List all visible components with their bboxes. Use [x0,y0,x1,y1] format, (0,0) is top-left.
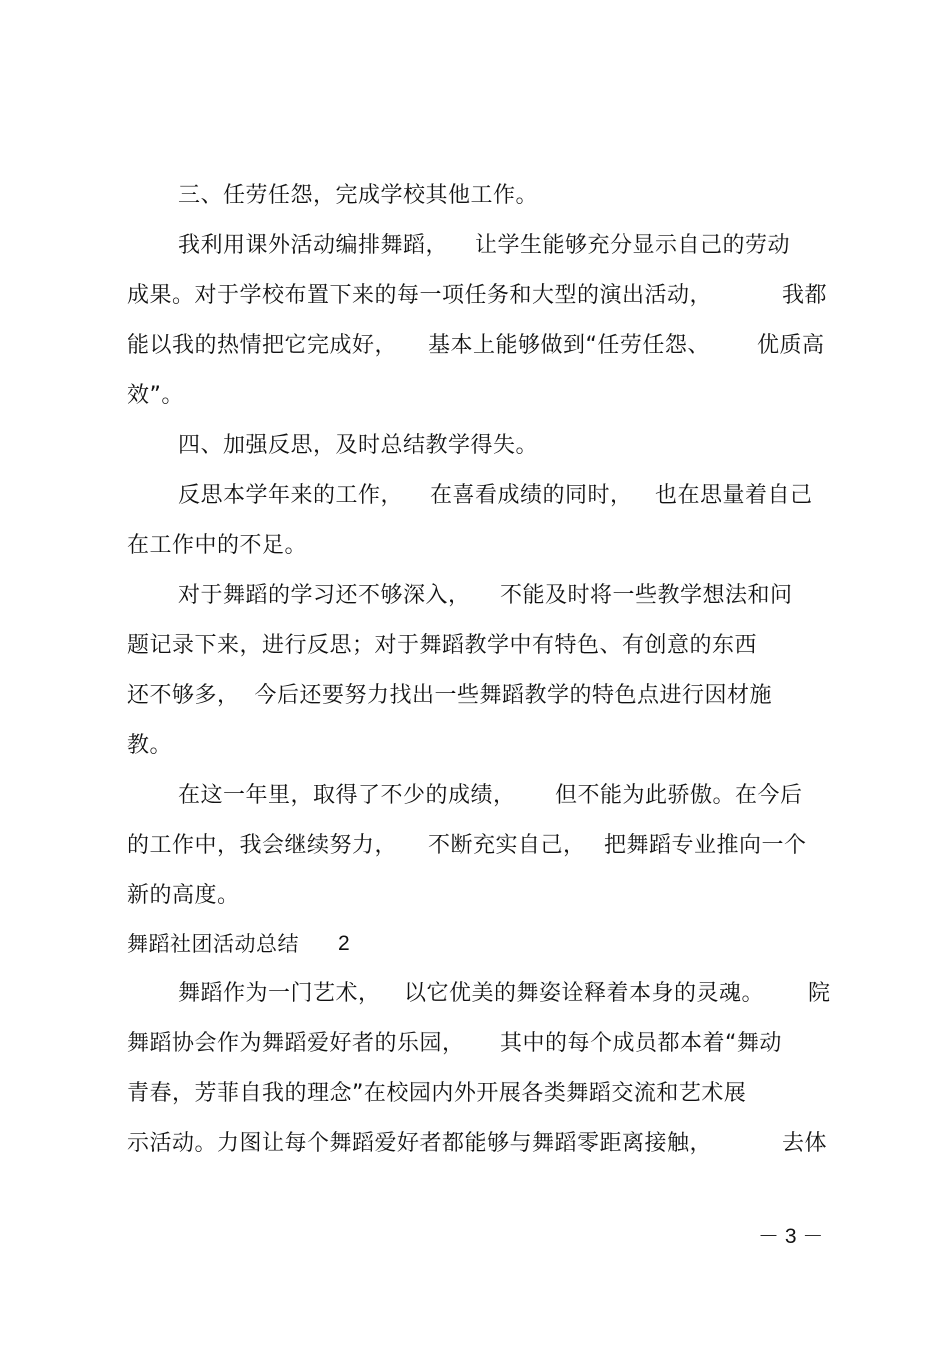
paragraph-line [0,680,772,712]
text-segment: 但不能为此骄傲。在今后 [555,783,803,808]
text-segment: 其中的每个成员都本着“舞动 [500,1031,782,1056]
paragraph-line [0,580,793,612]
summary-heading-text: 舞蹈社团活动总结 [127,932,299,956]
section-title-3 [0,180,539,212]
text-segment: 不能及时将一些教学想法和问 [500,583,793,608]
paragraph-line [0,780,803,812]
paragraph-line [0,730,173,762]
page-number: － 3 － [758,1225,824,1248]
text-segment: 基本上能够做到“任劳任怨、 [428,333,710,358]
text-segment: 对于舞蹈的学习还不够深入， [178,583,471,608]
text-segment: 不断充实自己， [428,833,586,858]
text-segment: 优质高 [757,333,825,358]
section-title-3-text: 三、任劳任怨，完成学校其他工作。 [178,183,539,208]
text-segment: 去体 [782,1131,828,1156]
text-segment: 教。 [127,733,173,758]
paragraph-line [0,1128,828,1160]
text-segment: 也在思量着自己 [655,483,813,508]
text-segment: 能以我的热情把它完成好， [127,333,398,358]
paragraph-line [0,230,791,262]
text-segment: 新的高度。 [127,883,240,908]
paragraph-line [0,880,240,912]
text-segment: 题记录下来，进行反思；对于舞蹈教学中有特色、有创意的东西 [127,633,758,658]
text-segment: 舞蹈作为一门艺术， [178,981,381,1006]
text-segment: 舞蹈协会作为舞蹈爱好者的乐园， [127,1031,465,1056]
text-segment: 示活动。力图让每个舞蹈爱好者都能够与舞蹈零距离接触， [127,1131,713,1156]
paragraph-line [0,480,813,512]
text-segment: 院 [808,981,831,1006]
paragraph-line [0,830,807,862]
text-segment: 我都 [782,283,828,308]
text-segment: 把舞蹈专业推向一个 [604,833,807,858]
paragraph-line [0,1078,747,1110]
text-segment: 让学生能够充分显示自己的劳动 [475,233,791,258]
paragraph-line [0,380,184,412]
text-segment: 在工作中的不足。 [127,533,308,558]
paragraph-line [0,630,758,662]
text-segment: 青春，芳菲自我的理念”在校园内外开展各类舞蹈交流和艺术展 [127,1081,747,1106]
text-segment: 在喜看成绩的同时， [430,483,633,508]
text-segment: 在这一年里，取得了不少的成绩， [178,783,516,808]
paragraph-line [0,280,828,312]
text-segment: 还不够多， 今后还要努力找出一些舞蹈教学的特色点进行因材施 [127,683,772,708]
text-segment: 效”。 [127,383,184,408]
text-segment: 成果。对于学校布置下来的每一项任务和大型的演出活动， [127,283,713,308]
summary-heading [0,928,351,960]
text-segment: 以它优美的舞姿诠释着本身的灵魂。 [404,981,765,1006]
summary-heading-number: 2 [338,932,351,955]
text-segment: 我利用课外活动编排舞蹈， [178,233,449,258]
paragraph-line [0,978,831,1010]
text-segment: 的工作中，我会继续努力， [127,833,398,858]
section-title-4-text: 四、加强反思，及时总结教学得失。 [178,433,539,458]
section-title-4 [0,430,539,462]
paragraph-line [0,530,308,562]
text-segment: 反思本学年来的工作， [178,483,404,508]
paragraph-line [0,1028,782,1060]
paragraph-line [0,330,825,362]
